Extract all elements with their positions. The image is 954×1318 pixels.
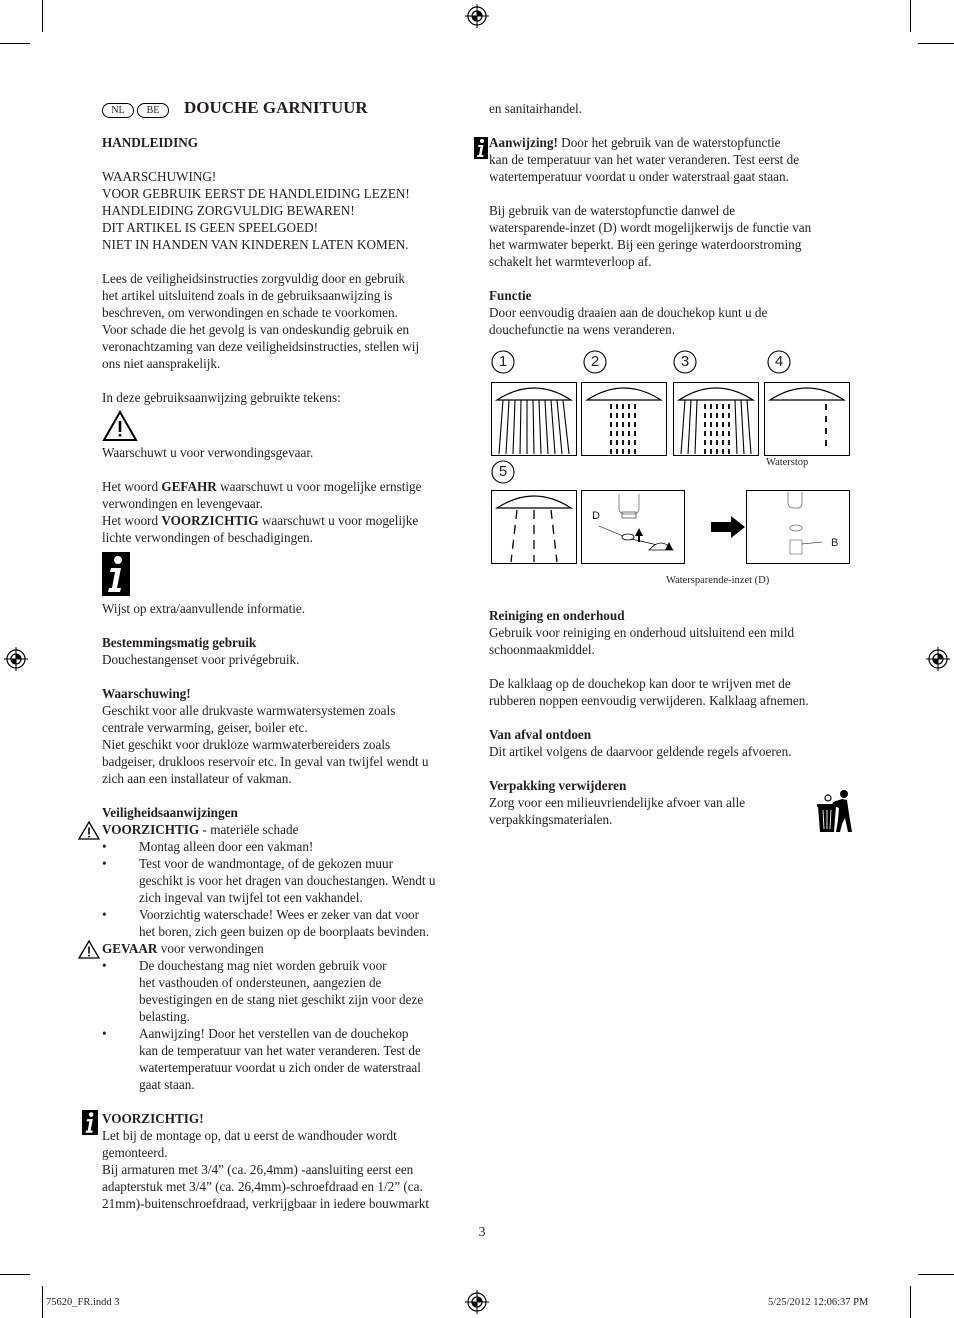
showerhead-insert-result-illustration: [746, 490, 850, 564]
lang-badge-be: BE: [137, 103, 169, 118]
spray-mode-5-illustration: [491, 490, 577, 564]
text-line: centrale verwarming, geiser, boiler etc.: [102, 720, 308, 735]
mode-number-5: 5: [491, 460, 515, 484]
page-heading: [102, 100, 464, 120]
registration-mark-icon: [926, 647, 950, 671]
registration-mark-icon: [4, 647, 28, 671]
list-item: • Voorzichtig waterschade! Wees er zeker van dat voor het boren, zich geen buizen op de boorplaats bevinden.: [102, 906, 464, 940]
section-heading: Functie: [489, 288, 532, 303]
label-d: D: [592, 510, 600, 522]
text-line: Bij armaturen met 3/4” (ca. 26,4mm) -aansluiting eerst een: [102, 1162, 414, 1177]
text-line: Zorg voor een milieuvriendelijke afvoer van alle: [489, 795, 746, 810]
registration-mark-icon: [465, 4, 489, 28]
lang-badge-nl: NL: [102, 103, 134, 118]
warning-line: WAARSCHUWING!: [102, 169, 217, 184]
text-line: adapterstuk met 3/4” (ca. 26,4mm)-schroefdraad en 1/2” (ca.: [102, 1179, 423, 1194]
spray-mode-figure: [489, 350, 854, 590]
dispose-in-bin-icon: [816, 788, 854, 834]
text-line: beschreven, om verwondingen en schade te voorkomen.: [102, 305, 398, 320]
crop-mark: [42, 1286, 43, 1318]
page-title: DOUCHE GARNITUUR: [184, 98, 368, 117]
mode-number-2: 2: [583, 350, 607, 374]
section-heading: VOORZICHTIG!: [102, 1110, 464, 1127]
list-item: • De douchestang mag niet worden gebruik voor het vasthouden of ondersteunen, aangezien de bevestigingen en de stang niet geschikt zijn voor deze belasting.: [102, 957, 464, 1025]
text-line: Gebruik voor reiniging en onderhoud uitsluitend een mild: [489, 625, 795, 640]
text-line: Voor schade die het gevolg is van ondeskundig gebruik en: [102, 322, 410, 337]
crop-mark: [910, 0, 911, 32]
note-block: Aanwijzing! Door het gebruik van de waterstopfunctie kan de temperatuur van het water veranderen. Test eerst de watertemperatuur voordat u onder waterstraal gaat staan.: [489, 134, 849, 185]
section-heading: Waarschuwing!: [102, 686, 191, 701]
section-heading: Reiniging en onderhoud: [489, 608, 625, 623]
section-heading: Veiligheidsaanwijzingen: [102, 805, 238, 820]
text-line: VOORZICHTIG - materiële schade: [102, 821, 464, 838]
text-line: verwondingen en levengevaar.: [102, 496, 263, 511]
warning-triangle-icon: [78, 940, 100, 959]
text-line: douchefunctie na wens veranderen.: [489, 322, 676, 337]
warning-triangle-icon: [102, 410, 138, 442]
footer-filename: 75620_FR.indd 3: [46, 1297, 120, 1308]
section-heading: Verpakking verwijderen: [489, 778, 627, 793]
crop-mark: [0, 43, 30, 44]
info-icon: [82, 1110, 98, 1135]
info-icon: [102, 552, 130, 596]
text-line: Bij gebruik van de waterstopfunctie danwel de: [489, 203, 736, 218]
text-line: veronachtzaming van deze veiligheidsinstructies, stellen wij: [102, 339, 420, 354]
text-line: Het woord VOORZICHTIG waarschuwt u voor mogelijke: [102, 513, 419, 528]
right-column: [489, 100, 849, 338]
arrow-right-icon: [711, 516, 745, 538]
text-line: De kalklaag op de douchekop kan door te wrijven met de: [489, 676, 791, 691]
text-line: lichte verwondingen of beschadigingen.: [102, 530, 313, 545]
spray-mode-2-illustration: [581, 382, 667, 456]
text-line: Let bij de montage op, dat u eerst de wandhouder wordt: [102, 1128, 397, 1143]
registration-mark-icon: [465, 1290, 489, 1314]
text-line: Niet geschikt voor drukloze warmwaterbereiders zoals: [102, 737, 391, 752]
list-item: • Montag alleen door een vakman!: [102, 838, 464, 855]
text-line: In deze gebruiksaanwijzing gebruikte tekens:: [102, 390, 341, 405]
text-line: zich aan een installateur of vakman.: [102, 771, 292, 786]
text-line: Dit artikel volgens de daarvoor geldende regels afvoeren.: [489, 744, 792, 759]
text-line: schoonmaakmiddel.: [489, 642, 595, 657]
text-line: Geschikt voor alle drukvaste warmwatersystemen zoals: [102, 703, 396, 718]
text-line: Door eenvoudig draaien aan de douchekop kunt u de: [489, 305, 768, 320]
crop-mark: [918, 1274, 954, 1275]
warning-line: DIT ARTIKEL IS GEEN SPEELGOED!: [102, 220, 319, 235]
text-line: schakelt het warmteverloop af.: [489, 254, 652, 269]
page-number: 3: [478, 1225, 486, 1240]
water-saving-insert-illustration: [581, 490, 685, 564]
text-line: het warmwater beperkt. Bij een geringe waterdoorstroming: [489, 237, 802, 252]
text-line: badgeiser, drukloos reservoir etc. In geval van twijfel wendt u: [102, 754, 429, 769]
right-column-lower: [489, 607, 849, 828]
text-line: Wijst op extra/aanvullende informatie.: [102, 601, 306, 616]
warning-line: HANDLEIDING ZORGVULDIG BEWAREN!: [102, 203, 355, 218]
crop-mark: [0, 1274, 30, 1275]
text-line: rubberen noppen eenvoudig verwijderen. Kalklaag afnemen.: [489, 693, 809, 708]
text-line: 21mm)-buitenschroefdraad, verkrijgbaar in iedere bouwmarkt: [102, 1196, 429, 1211]
crop-mark: [918, 43, 954, 44]
text-line: Lees de veiligheidsinstructies zorgvuldig door en gebruik: [102, 271, 405, 286]
text-line: ons niet aansprakelijk.: [102, 356, 221, 371]
list-item: • Aanwijzing! Door het verstellen van de douchekop kan de temperatuur van het water veranderen. Test de watertemperatuur voordat u zich onder de waterstraal gaat staan.: [102, 1025, 464, 1093]
text-line: GEVAAR voor verwondingen: [102, 940, 464, 957]
text-line: en sanitairhandel.: [489, 101, 583, 116]
spray-mode-4-illustration: [764, 382, 850, 456]
spray-mode-1-illustration: [491, 382, 577, 456]
crop-mark: [910, 1286, 911, 1318]
crop-mark: [42, 0, 43, 32]
waterstop-label: Waterstop: [766, 457, 809, 468]
mode-number-1: 1: [491, 350, 515, 374]
warning-line: NIET IN HANDEN VAN KINDEREN LATEN KOMEN.: [102, 237, 409, 252]
section-heading: Bestemmingsmatig gebruik: [102, 635, 257, 650]
mode-number-4: 4: [767, 350, 791, 374]
mode-number-3: 3: [673, 350, 697, 374]
list-item: • Test voor de wandmontage, of de gekozen muur geschikt is voor het dragen van douchestangen. Wendt u zich ingeval van twijfel tot een vakhandel.: [102, 855, 464, 906]
left-column: [102, 100, 464, 1212]
text-line: Douchestangenset voor privégebruik.: [102, 652, 300, 667]
warning-triangle-icon: [78, 821, 100, 840]
section-heading: HANDLEIDING: [102, 135, 198, 150]
text-line: gemonteerd.: [102, 1145, 168, 1160]
info-icon: [474, 136, 488, 160]
text-line: Het woord GEFAHR waarschuwt u voor mogelijke ernstige: [102, 479, 422, 494]
label-b: B: [831, 537, 839, 549]
text-line: Waarschuwt u voor verwondingsgevaar.: [102, 445, 314, 460]
footer-timestamp: 5/25/2012 12:06:37 PM: [768, 1297, 869, 1308]
insert-caption: Watersparende-inzet (D): [666, 575, 770, 586]
warning-line: VOOR GEBRUIK EERST DE HANDLEIDING LEZEN!: [102, 186, 410, 201]
text-line: verpakkingsmaterialen.: [489, 812, 613, 827]
text-line: watersparende-inzet (D) wordt mogelijkerwijs de functie van: [489, 220, 812, 235]
section-heading: Van afval ontdoen: [489, 727, 592, 742]
text-line: het artikel uitsluitend zoals in de gebruiksaanwijzing is: [102, 288, 393, 303]
spray-mode-3-illustration: [673, 382, 759, 456]
